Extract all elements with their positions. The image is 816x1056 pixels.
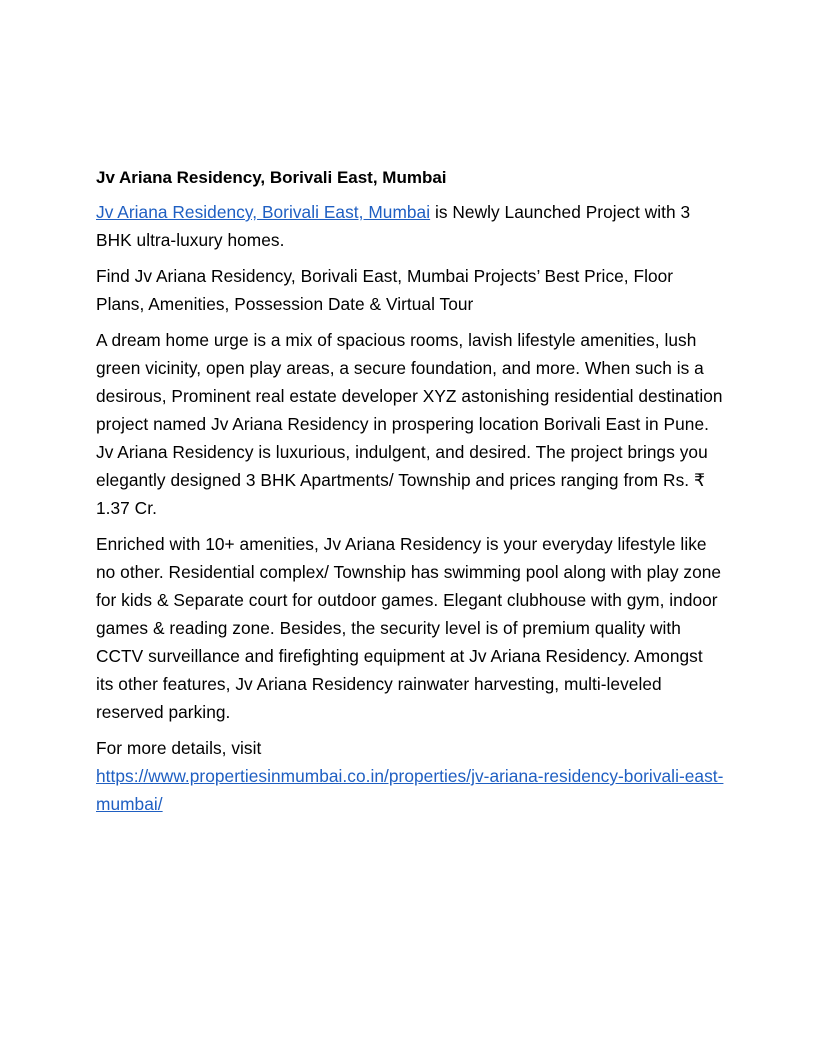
- document-page: [96, 164, 724, 826]
- details-label: For more details, visit: [96, 738, 262, 758]
- project-link[interactable]: Jv Ariana Residency, Borivali East, Mumbai: [96, 202, 431, 222]
- intro-text: is Newly Launched Project with 3 BHK ultra-luxury homes.: [96, 202, 691, 250]
- dream-home-paragraph: A dream home urge is a mix of spacious rooms, lavish lifestyle amenities, lush green vicinity, open play areas, a secure foundation, and more. When such is a desirous, Prominent real estate developer XYZ astonishing residential destination project named Jv Ariana Residency in prospering location Borivali East in Pune. Jv Ariana Residency is luxurious, indulgent, and desired. The project brings you elegantly designed 3 BHK Apartments/ Township and prices ranging from Rs. ₹ 1.37 Cr.: [96, 330, 723, 518]
- page-title: Jv Ariana Residency, Borivali East, Mumbai: [96, 168, 447, 187]
- details-paragraph: [96, 734, 724, 818]
- find-paragraph: Find Jv Ariana Residency, Borivali East, Mumbai Projects’ Best Price, Floor Plans, Amenities, Possession Date & Virtual Tour: [96, 266, 674, 314]
- details-url-link[interactable]: https://www.propertiesinmumbai.co.in/properties/jv-ariana-residency-borivali-east-mumbai/: [96, 766, 724, 814]
- intro-paragraph: [96, 198, 724, 254]
- amenities-paragraph: Enriched with 10+ amenities, Jv Ariana Residency is your everyday lifestyle like no other. Residential complex/ Township has swimming pool along with play zone for kids & Separate court for outdoor games. Elegant clubhouse with gym, indoor games & reading zone. Besides, the security level is of premium quality with CCTV surveillance and firefighting equipment at Jv Ariana Residency. Amongst its other features, Jv Ariana Residency rainwater harvesting, multi-leveled reserved parking.: [96, 534, 722, 722]
